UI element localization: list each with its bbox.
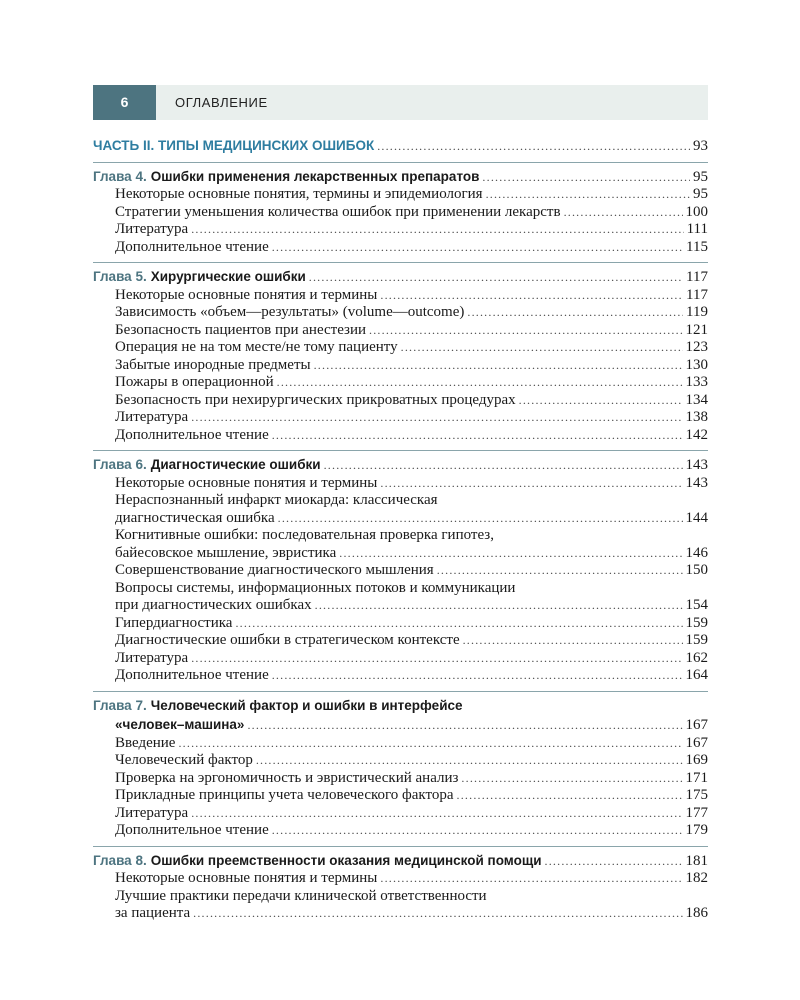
toc-entry[interactable] bbox=[93, 805, 708, 823]
toc-entry[interactable] bbox=[93, 287, 708, 305]
dot-leader bbox=[272, 668, 683, 683]
entry-title: Некоторые основные понятия и термины bbox=[115, 286, 378, 303]
entry-page: 115 bbox=[686, 238, 708, 255]
toc-chapter-entry[interactable] bbox=[93, 269, 708, 287]
entry-page: 175 bbox=[685, 787, 708, 803]
dot-leader bbox=[256, 753, 683, 768]
entry-title: Человеческий фактор bbox=[115, 752, 253, 768]
running-title: ОГЛАВЛЕНИЕ bbox=[175, 95, 268, 110]
dot-leader bbox=[193, 906, 682, 921]
toc-entry[interactable] bbox=[93, 735, 708, 753]
chapter-divider bbox=[93, 450, 708, 451]
entry-page: 159 bbox=[685, 614, 708, 631]
toc-entry[interactable] bbox=[93, 239, 708, 257]
table-of-contents bbox=[93, 138, 708, 923]
toc-entry[interactable] bbox=[93, 221, 708, 239]
entry-title: Дополнительное чтение bbox=[115, 667, 269, 683]
entry-page: 164 bbox=[685, 667, 708, 683]
entry-page: 100 bbox=[685, 203, 708, 220]
chapter-page: 181 bbox=[685, 852, 708, 869]
entry-title: Литература bbox=[115, 409, 189, 425]
chapter-page: 95 bbox=[693, 168, 708, 185]
dot-leader bbox=[463, 633, 683, 648]
dot-leader bbox=[369, 323, 682, 338]
running-header bbox=[93, 85, 708, 120]
entry-title: Вопросы системы, информационных потоков и коммуникации bbox=[115, 579, 516, 596]
chapter-divider bbox=[93, 691, 708, 692]
chapter-number: Глава 5. bbox=[93, 269, 147, 284]
chapter-title-line2: «человек–машина» bbox=[115, 717, 245, 732]
toc-entry[interactable] bbox=[93, 427, 708, 445]
toc-entry[interactable] bbox=[93, 357, 708, 375]
part-page: 93 bbox=[693, 138, 708, 154]
dot-leader bbox=[247, 718, 682, 733]
entry-title: Совершенствование диагностического мышления bbox=[115, 562, 434, 578]
chapter-title: Диагностические ошибки bbox=[150, 457, 321, 472]
toc-entry[interactable] bbox=[93, 186, 708, 204]
entry-title: при диагностических ошибках bbox=[115, 597, 312, 613]
entry-title: Введение bbox=[115, 734, 176, 751]
entry-page: 138 bbox=[685, 409, 708, 425]
dot-leader bbox=[278, 511, 683, 526]
entry-title: Некоторые основные понятия и термины bbox=[115, 870, 378, 886]
entry-title: Лучшие практики передачи клинической ответственности bbox=[115, 887, 487, 904]
entry-page: 144 bbox=[685, 509, 708, 526]
chapter-number: Глава 6. bbox=[93, 457, 147, 472]
toc-entry[interactable] bbox=[93, 787, 708, 805]
dot-leader bbox=[339, 546, 682, 561]
entry-page: 150 bbox=[685, 562, 708, 578]
entry-page: 123 bbox=[685, 339, 708, 355]
toc-chapter-entry[interactable] bbox=[93, 457, 708, 475]
entry-page: 182 bbox=[685, 870, 708, 886]
dot-leader bbox=[380, 288, 683, 303]
entry-page: 117 bbox=[686, 286, 708, 303]
toc-entry[interactable] bbox=[93, 597, 708, 615]
chapter-divider bbox=[93, 846, 708, 847]
toc-entry[interactable] bbox=[93, 822, 708, 840]
toc-entry[interactable] bbox=[93, 322, 708, 340]
entry-title: Операция не на том месте/не тому пациенту bbox=[115, 339, 398, 355]
entry-title: Некоторые основные понятия, термины и эпидемиология bbox=[115, 186, 483, 202]
chapter-page: 143 bbox=[685, 457, 708, 473]
entry-page: 95 bbox=[693, 186, 708, 202]
chapter-number: Глава 8. bbox=[93, 852, 147, 868]
toc-entry[interactable] bbox=[93, 409, 708, 427]
toc-chapter-entry[interactable] bbox=[93, 169, 708, 187]
entry-page: 134 bbox=[685, 391, 708, 408]
chapter-title: Ошибки преемственности оказания медицинской помощи bbox=[150, 852, 542, 868]
entry-title: Дополнительное чтение bbox=[115, 426, 269, 443]
dot-leader bbox=[178, 736, 682, 751]
chapter-title: Хирургические ошибки bbox=[150, 269, 306, 284]
entry-page: 119 bbox=[686, 304, 708, 320]
toc-entry[interactable] bbox=[93, 545, 708, 563]
toc-chapter-entry-continued[interactable] bbox=[93, 717, 708, 735]
entry-title: байесовское мышление, эвристика bbox=[115, 544, 337, 561]
dot-leader bbox=[437, 563, 683, 578]
toc-part-entry[interactable] bbox=[93, 138, 708, 156]
toc-chapter-entry[interactable] bbox=[93, 853, 708, 871]
entry-page: 133 bbox=[685, 374, 708, 390]
dot-leader bbox=[380, 871, 682, 886]
dot-leader bbox=[457, 788, 683, 803]
entry-page: 111 bbox=[686, 221, 708, 237]
dot-leader bbox=[191, 222, 683, 237]
toc-entry-line[interactable] bbox=[93, 888, 708, 906]
toc-entry-line[interactable] bbox=[93, 527, 708, 545]
toc-entry[interactable] bbox=[93, 304, 708, 322]
entry-title: Когнитивные ошибки: последовательная проверка гипотез, bbox=[115, 527, 494, 543]
entry-page: 146 bbox=[685, 544, 708, 561]
toc-entry[interactable] bbox=[93, 475, 708, 493]
entry-title: Литература bbox=[115, 804, 189, 821]
chapter-divider bbox=[93, 162, 708, 163]
dot-leader bbox=[191, 651, 682, 666]
part-title: ЧАСТЬ II. ТИПЫ МЕДИЦИНСКИХ ОШИБОК bbox=[93, 138, 375, 153]
chapter-divider bbox=[93, 262, 708, 263]
toc-entry[interactable] bbox=[93, 562, 708, 580]
entry-title: Дополнительное чтение bbox=[115, 822, 269, 838]
dot-leader bbox=[564, 205, 683, 220]
chapter-page: 167 bbox=[685, 717, 708, 733]
entry-page: 169 bbox=[685, 752, 708, 768]
entry-title: Зависимость «объем—результаты» (volume—outcome) bbox=[115, 304, 465, 320]
dot-leader bbox=[315, 598, 683, 613]
dot-leader bbox=[272, 823, 683, 838]
toc-entry[interactable] bbox=[93, 510, 708, 528]
toc-entry[interactable] bbox=[93, 392, 708, 410]
entry-page: 159 bbox=[685, 632, 708, 648]
entry-page: 171 bbox=[685, 769, 708, 786]
toc-entry[interactable] bbox=[93, 905, 708, 923]
entry-page: 130 bbox=[685, 356, 708, 373]
dot-leader bbox=[277, 375, 683, 390]
entry-page: 142 bbox=[685, 426, 708, 443]
entry-title: диагностическая ошибка bbox=[115, 509, 275, 526]
dot-leader bbox=[272, 428, 683, 443]
entry-title: Прикладные принципы учета человеческого фактора bbox=[115, 787, 454, 803]
entry-page: 167 bbox=[685, 734, 708, 751]
dot-leader bbox=[519, 393, 683, 408]
entry-title: Гипердиагностика bbox=[115, 614, 233, 631]
page-number: 6 bbox=[93, 85, 156, 120]
entry-page: 177 bbox=[685, 804, 708, 821]
chapter-number: Глава 7. bbox=[93, 697, 147, 713]
toc-entry[interactable] bbox=[93, 339, 708, 357]
entry-title: Стратегии уменьшения количества ошибок при применении лекарств bbox=[115, 203, 561, 220]
chapter-title: Человеческий фактор и ошибки в интерфейсе bbox=[150, 697, 463, 713]
toc-entry-line[interactable] bbox=[93, 580, 708, 598]
toc-entry[interactable] bbox=[93, 770, 708, 788]
dot-leader bbox=[461, 771, 682, 786]
toc-chapter-entry[interactable] bbox=[93, 698, 708, 716]
dot-leader bbox=[191, 410, 682, 425]
entry-page: 154 bbox=[685, 597, 708, 613]
dot-leader bbox=[191, 806, 682, 821]
dot-leader bbox=[235, 616, 682, 631]
entry-title: за пациента bbox=[115, 905, 191, 921]
toc-entry[interactable] bbox=[93, 632, 708, 650]
toc-entry[interactable] bbox=[93, 667, 708, 685]
entry-page: 121 bbox=[685, 321, 708, 338]
entry-page: 143 bbox=[685, 474, 708, 491]
chapter-title: Ошибки применения лекарственных препаратов bbox=[150, 168, 480, 184]
entry-title: Безопасность пациентов при анестезии bbox=[115, 321, 367, 338]
entry-title: Литература bbox=[115, 221, 189, 237]
toc-entry[interactable] bbox=[93, 870, 708, 888]
entry-title: Пожары в операционной bbox=[115, 374, 274, 390]
toc-entry[interactable] bbox=[93, 752, 708, 770]
entry-page: 162 bbox=[685, 649, 708, 666]
dot-leader bbox=[401, 340, 683, 355]
dot-leader bbox=[545, 854, 683, 869]
entry-title: Безопасность при нехирургических прикроватных процедурах bbox=[115, 391, 516, 408]
entry-title: Нераспознанный инфаркт миокарда: классическая bbox=[115, 492, 438, 508]
dot-leader bbox=[272, 240, 683, 255]
toc-entry[interactable] bbox=[93, 374, 708, 392]
dot-leader bbox=[324, 458, 683, 473]
dot-leader bbox=[377, 139, 690, 154]
toc-entry[interactable] bbox=[93, 650, 708, 668]
dot-leader bbox=[309, 270, 683, 285]
entry-title: Забытые инородные предметы bbox=[115, 356, 311, 373]
dot-leader bbox=[486, 187, 690, 202]
entry-title: Литература bbox=[115, 649, 189, 666]
dot-leader bbox=[314, 358, 683, 373]
toc-entry[interactable] bbox=[93, 204, 708, 222]
entry-title: Дополнительное чтение bbox=[115, 238, 269, 255]
chapter-number: Глава 4. bbox=[93, 168, 147, 184]
entry-title: Проверка на эргономичность и эвристический анализ bbox=[115, 769, 459, 786]
entry-page: 179 bbox=[685, 822, 708, 838]
dot-leader bbox=[380, 476, 682, 491]
chapter-page: 117 bbox=[686, 269, 708, 285]
entry-title: Некоторые основные понятия и термины bbox=[115, 474, 378, 491]
toc-entry-line[interactable] bbox=[93, 492, 708, 510]
dot-leader bbox=[467, 305, 683, 320]
toc-entry[interactable] bbox=[93, 615, 708, 633]
entry-page: 186 bbox=[685, 905, 708, 921]
entry-title: Диагностические ошибки в стратегическом контексте bbox=[115, 632, 460, 648]
dot-leader bbox=[482, 170, 690, 185]
